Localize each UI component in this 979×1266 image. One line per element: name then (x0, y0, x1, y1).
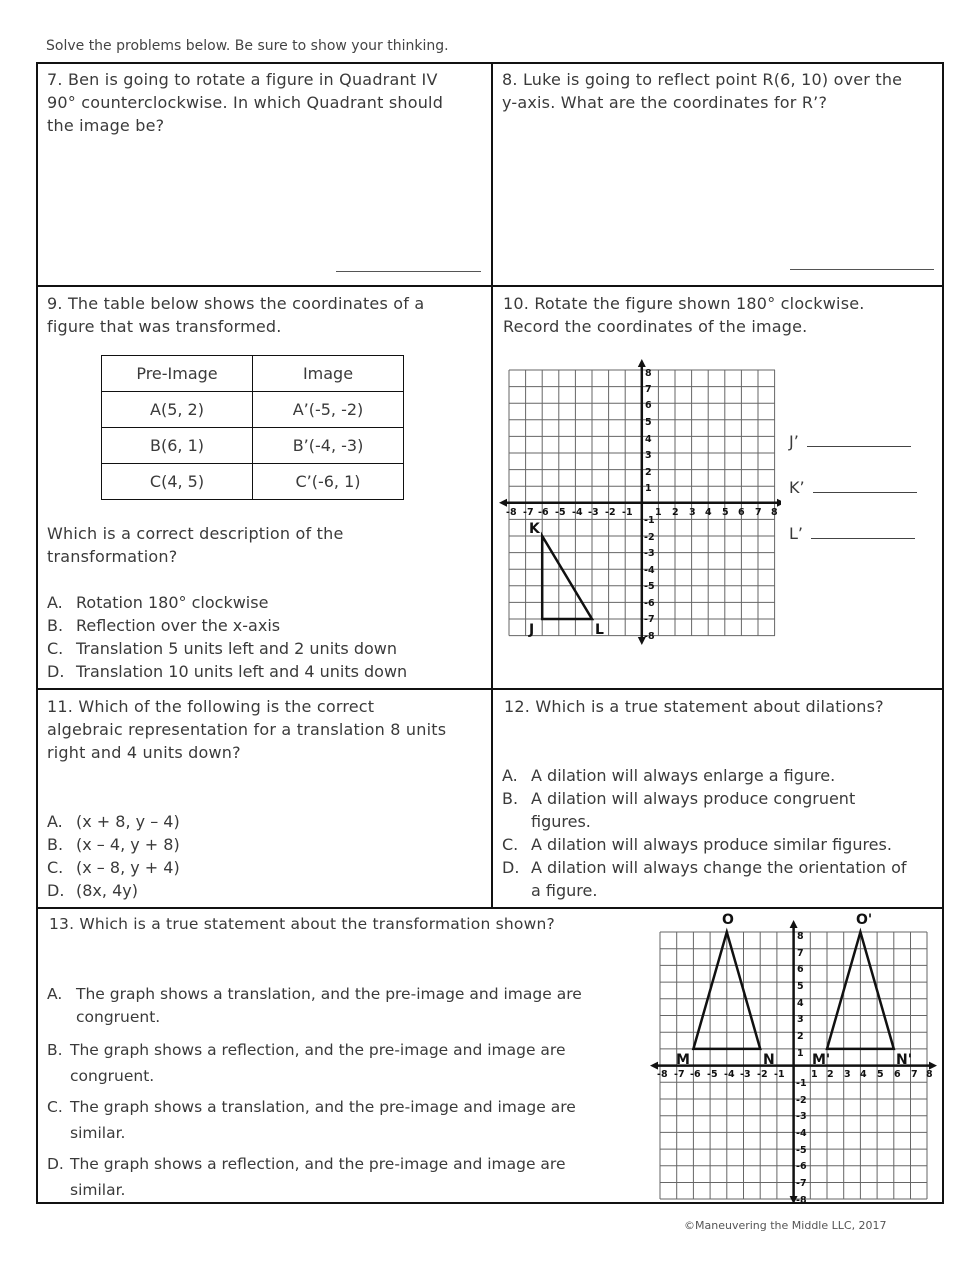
option-text-cont: congruent. (76, 1008, 161, 1026)
answer-k-prime[interactable] (789, 478, 917, 497)
option-text-cont: similar. (70, 1181, 126, 1199)
svg-text:2: 2 (797, 1031, 804, 1042)
answer-line[interactable] (790, 269, 934, 270)
axes (654, 926, 933, 1200)
option-text: The graph shows a translation, and the pre-image and image are (76, 985, 582, 1003)
svg-text:-7: -7 (674, 1069, 685, 1080)
option-letter: A. (47, 812, 63, 831)
table-cell: C(4, 5) (102, 464, 253, 500)
answer-j-prime[interactable] (789, 432, 911, 451)
option-c[interactable] (47, 856, 180, 879)
problem-8 (493, 64, 943, 285)
svg-text:-8: -8 (644, 631, 655, 642)
svg-text:-4: -4 (724, 1069, 735, 1080)
option-letter: B. (47, 835, 64, 854)
label-n: N (763, 1052, 775, 1068)
problem-9 (38, 287, 491, 688)
svg-text:8: 8 (797, 931, 804, 942)
coordinate-grid-q10 (496, 359, 781, 649)
svg-text:-7: -7 (644, 614, 655, 625)
answer-label: L’ (789, 524, 803, 543)
text-line: algebraic representation for a translation 8 units (47, 720, 447, 739)
svg-text:8: 8 (771, 507, 778, 518)
text-line: 7. Ben is going to rotate a figure in Quadrant IV (47, 70, 438, 89)
table-cell: A’(-5, -2) (253, 392, 404, 428)
svg-text:7: 7 (797, 948, 804, 959)
option-c[interactable] (47, 637, 407, 660)
problem-10 (493, 287, 943, 688)
problem-9-question (47, 522, 344, 568)
svg-text:3: 3 (844, 1069, 851, 1080)
label-l: L (595, 622, 604, 638)
label-o: O (722, 912, 734, 928)
problem-7-text (47, 68, 443, 137)
svg-text:-3: -3 (796, 1111, 807, 1122)
answer-label: J’ (789, 432, 799, 451)
text-line: 10. Rotate the figure shown 180° clockwise. (503, 294, 865, 313)
problem-13-text (49, 913, 555, 936)
axes (503, 363, 781, 641)
svg-text:5: 5 (722, 507, 729, 518)
text-line: 8. Luke is going to reflect point R(6, 10) over the (502, 70, 903, 89)
label-m-prime: M' (812, 1052, 831, 1068)
option-letter: C. (47, 1098, 63, 1116)
svg-text:3: 3 (689, 507, 696, 518)
problem-11 (38, 690, 491, 907)
worksheet-grid (36, 62, 944, 1204)
option-text-cont: similar. (70, 1124, 126, 1142)
svg-text:-1: -1 (622, 507, 633, 518)
svg-text:-8: -8 (657, 1069, 668, 1080)
answer-l-prime[interactable] (789, 524, 915, 543)
option-b[interactable] (47, 833, 180, 856)
option-text: The graph shows a reflection, and the pre-image and image are (70, 1155, 566, 1173)
svg-text:-4: -4 (572, 507, 583, 518)
option-letter: A. (47, 593, 63, 612)
option-c[interactable] (502, 833, 907, 856)
option-a[interactable] (502, 764, 907, 787)
svg-text:5: 5 (797, 981, 804, 992)
option-text-cont: figures. (531, 812, 591, 831)
svg-text:2: 2 (645, 467, 652, 478)
svg-text:-3: -3 (588, 507, 599, 518)
option-text: Translation 5 units left and 2 units down (76, 639, 397, 658)
text-line: y-axis. What are the coordinates for R’? (502, 93, 828, 112)
triangle-jkl (542, 536, 592, 619)
svg-text:-5: -5 (555, 507, 566, 518)
svg-text:3: 3 (645, 450, 652, 461)
svg-text:-5: -5 (707, 1069, 718, 1080)
option-d[interactable] (47, 879, 180, 902)
option-a[interactable] (47, 591, 407, 614)
text-line: Record the coordinates of the image. (503, 317, 808, 336)
instructions: Solve the problems below. Be sure to show your thinking. (46, 38, 449, 54)
answer-line[interactable] (811, 537, 915, 539)
svg-text:1: 1 (645, 483, 652, 494)
problem-12-text (504, 695, 884, 718)
svg-text:6: 6 (797, 964, 804, 975)
table-header-row (102, 356, 404, 392)
option-text: (x – 8, y + 4) (76, 858, 180, 877)
option-letter: C. (47, 639, 64, 658)
svg-text:-5: -5 (796, 1145, 807, 1156)
svg-text:-1: -1 (644, 515, 655, 526)
answer-label: K’ (789, 478, 805, 497)
svg-text:-3: -3 (740, 1069, 751, 1080)
header-image: Image (253, 356, 404, 392)
svg-text:7: 7 (755, 507, 762, 518)
text-line: 90° counterclockwise. In which Quadrant should (47, 93, 444, 112)
svg-text:8: 8 (645, 368, 652, 379)
option-letter: D. (47, 662, 65, 681)
text-line: Which is a correct description of the (47, 524, 344, 543)
option-letter: B. (47, 1041, 63, 1059)
option-b[interactable] (502, 787, 907, 833)
option-text: (x + 8, y – 4) (76, 812, 180, 831)
svg-text:2: 2 (672, 507, 679, 518)
header-pre-image: Pre-Image (102, 356, 253, 392)
option-letter: B. (47, 616, 64, 635)
option-c[interactable] (47, 1094, 582, 1146)
text-line: the image be? (47, 116, 165, 135)
svg-text:6: 6 (894, 1069, 901, 1080)
copyright-footer: ©Maneuvering the Middle LLC, 2017 (684, 1219, 887, 1232)
svg-text:-7: -7 (796, 1178, 807, 1189)
svg-text:-1: -1 (796, 1078, 807, 1089)
text-line: right and 4 units down? (47, 743, 241, 762)
label-j: J (529, 622, 535, 638)
svg-text:5: 5 (645, 417, 652, 428)
coordinate-grid-q13 (650, 909, 942, 1204)
option-text: A dilation will always change the orientation of (531, 858, 907, 877)
svg-text:3: 3 (797, 1014, 804, 1025)
problem-11-options (47, 810, 180, 902)
label-m: M (676, 1052, 690, 1068)
option-text: A dilation will always enlarge a figure. (531, 766, 836, 785)
text-line: 13. Which is a true statement about the transformation shown? (49, 915, 555, 933)
svg-text:-8: -8 (796, 1195, 807, 1204)
svg-text:6: 6 (645, 400, 652, 411)
svg-text:-6: -6 (690, 1069, 701, 1080)
problem-11-text (47, 695, 446, 764)
option-text: The graph shows a translation, and the pre-image and image are (70, 1098, 576, 1116)
svg-text:-2: -2 (796, 1095, 807, 1106)
svg-text:1: 1 (811, 1069, 818, 1080)
text-line: figure that was transformed. (47, 317, 282, 336)
table-cell: A(5, 2) (102, 392, 253, 428)
svg-text:-4: -4 (644, 565, 655, 576)
option-text: A dilation will always produce congruent (531, 789, 856, 808)
svg-text:7: 7 (911, 1069, 918, 1080)
text-line: 11. Which of the following is the correct (47, 697, 375, 716)
option-text: (8x, 4y) (76, 881, 138, 900)
option-text-cont: congruent. (70, 1067, 155, 1085)
option-letter: C. (47, 858, 64, 877)
table-cell: C’(-6, 1) (253, 464, 404, 500)
option-letter: B. (502, 789, 519, 808)
label-o-prime: O' (856, 912, 873, 928)
problem-9-options (47, 591, 407, 683)
table-row (102, 428, 404, 464)
text-line: transformation? (47, 547, 178, 566)
option-letter: D. (47, 1155, 64, 1173)
text-line: 12. Which is a true statement about dilations? (504, 697, 884, 716)
option-letter: D. (47, 881, 65, 900)
option-text: The graph shows a reflection, and the pre-image and image are (70, 1041, 566, 1059)
svg-text:-2: -2 (757, 1069, 768, 1080)
option-b[interactable] (47, 614, 407, 637)
answer-line[interactable] (813, 491, 917, 493)
option-a[interactable] (47, 810, 180, 833)
option-letter: C. (502, 835, 519, 854)
option-text: Reflection over the x-axis (76, 616, 281, 635)
svg-text:8: 8 (926, 1069, 933, 1080)
option-d[interactable] (502, 856, 907, 902)
svg-text:2: 2 (827, 1069, 834, 1080)
answer-line[interactable] (336, 271, 481, 272)
option-text: (x – 4, y + 8) (76, 835, 180, 854)
table-row (102, 392, 404, 428)
svg-text:-4: -4 (796, 1128, 807, 1139)
svg-text:4: 4 (705, 507, 712, 518)
svg-text:-2: -2 (605, 507, 616, 518)
svg-text:6: 6 (738, 507, 745, 518)
svg-text:-7: -7 (523, 507, 534, 518)
label-n-prime: N' (896, 1052, 913, 1068)
svg-text:5: 5 (877, 1069, 884, 1080)
svg-text:-6: -6 (796, 1161, 807, 1172)
problem-13 (38, 909, 943, 1204)
svg-text:1: 1 (655, 507, 662, 518)
text-line: 9. The table below shows the coordinates of a (47, 294, 425, 313)
svg-text:-1: -1 (774, 1069, 785, 1080)
problem-8-text (502, 68, 902, 114)
svg-text:4: 4 (797, 998, 804, 1009)
svg-text:-5: -5 (644, 581, 655, 592)
problem-9-text (47, 292, 424, 338)
svg-text:7: 7 (645, 384, 652, 395)
svg-text:-6: -6 (644, 598, 655, 609)
option-a[interactable] (47, 983, 582, 1029)
option-b[interactable] (47, 1037, 582, 1089)
option-d[interactable] (47, 660, 407, 683)
option-text: Translation 10 units left and 4 units down (76, 662, 408, 681)
option-text: Rotation 180° clockwise (76, 593, 269, 612)
problem-12 (493, 690, 943, 907)
table-row (102, 464, 404, 500)
option-text: A dilation will always produce similar figures. (531, 835, 892, 854)
table-cell: B’(-4, -3) (253, 428, 404, 464)
problem-7 (38, 64, 491, 285)
problem-10-text (503, 292, 865, 338)
svg-text:-3: -3 (644, 548, 655, 559)
option-letter: A. (502, 766, 518, 785)
problem-13-options (47, 983, 582, 1203)
svg-text:-6: -6 (538, 507, 549, 518)
table-cell: B(6, 1) (102, 428, 253, 464)
svg-text:4: 4 (645, 434, 652, 445)
option-text-cont: a figure. (531, 881, 598, 900)
label-k: K (529, 521, 540, 537)
svg-text:-2: -2 (644, 532, 655, 543)
coordinates-table (101, 355, 404, 500)
problem-12-options (502, 764, 907, 902)
option-letter: A. (47, 985, 63, 1003)
option-d[interactable] (47, 1151, 582, 1203)
svg-text:-8: -8 (506, 507, 517, 518)
svg-text:1: 1 (797, 1048, 804, 1059)
answer-line[interactable] (807, 445, 911, 447)
svg-text:4: 4 (860, 1069, 867, 1080)
option-letter: D. (502, 858, 520, 877)
